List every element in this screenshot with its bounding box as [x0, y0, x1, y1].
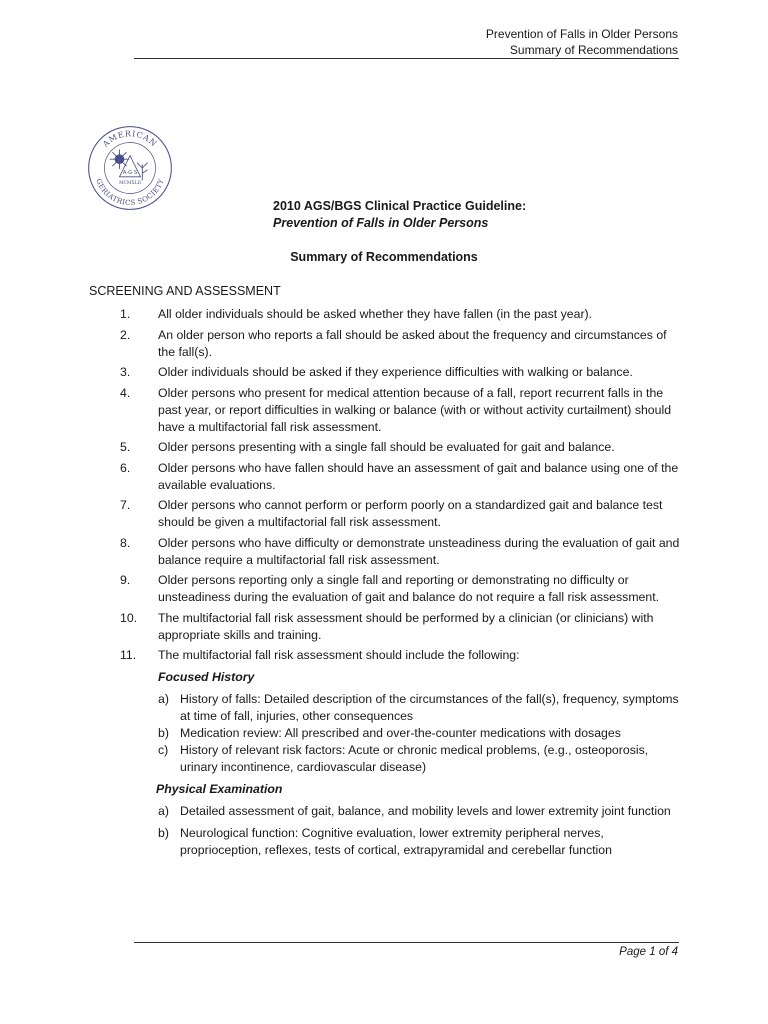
list-item — [120, 327, 685, 361]
running-header — [486, 26, 678, 58]
page-number: Page 1 of 4 — [619, 946, 678, 958]
sub-list-item — [158, 725, 685, 742]
sub-item-text: History of falls: Detailed description of the circumstances of the fall(s), frequency, symptoms at time of fall, injuries, other consequences — [180, 692, 679, 723]
item-number: 2. — [120, 327, 131, 342]
item-text: Older persons who present for medical attention because of a fall, report recurrent falls in the past year, or report difficulties in walking or balance (with or without activity curtailment) should have a multifactorial fall risk assessment. — [158, 385, 672, 434]
sub-item-text: Medication review: All prescribed and over-the-counter medications with dosages — [180, 726, 621, 740]
physical-exam-heading: Physical Examination — [156, 782, 283, 796]
sub-item-text: History of relevant risk factors: Acute or chronic medical problems, (e.g., osteoporosis, urinary incontinence, cardiovascular disease) — [180, 743, 649, 774]
ags-seal-logo — [86, 124, 174, 212]
list-item — [120, 385, 685, 436]
item-number: 11. — [120, 648, 137, 662]
document-title: 2010 AGS/BGS Clinical Practice Guideline: — [273, 199, 527, 213]
sub-item-letter: b) — [158, 826, 169, 840]
svg-text:GERIATRICS SOCIETY: GERIATRICS SOCIETY — [94, 177, 166, 208]
item-text: Older persons who have fallen should have an assessment of gait and balance using one of the available evaluations. — [158, 460, 679, 492]
item-text: Older persons reporting only a single fall and reporting or demonstrating no difficulty or unsteadiness during the evaluation of gait and balance do not require a fall risk assessment. — [158, 573, 660, 604]
item-text: The multifactorial fall risk assessment should be performed by a clinician (or clinicians) with appropriate skills and training. — [158, 610, 654, 642]
sub-item-letter: c) — [158, 743, 169, 757]
document-subtitle: Prevention of Falls in Older Persons — [273, 216, 489, 230]
item-text: Older individuals should be asked if they experience difficulties with walking or balance. — [158, 365, 633, 379]
item-number: 1. — [120, 307, 131, 321]
svg-text:MCMXLII: MCMXLII — [119, 180, 141, 186]
footer-rule — [134, 942, 679, 943]
list-item — [120, 364, 685, 381]
item-number: 8. — [120, 535, 131, 550]
focused-history-heading: Focused History — [158, 670, 255, 684]
header-rule — [134, 58, 679, 59]
item-text: An older person who reports a fall should be asked about the frequency and circumstances of the fall(s). — [158, 327, 667, 359]
sub-list-item — [158, 691, 685, 725]
item-number: 4. — [120, 385, 131, 400]
list-item — [120, 610, 685, 644]
list-item — [120, 497, 685, 531]
list-item — [120, 306, 685, 323]
section-heading: SCREENING AND ASSESSMENT — [89, 284, 281, 298]
item-text: The multifactorial fall risk assessment should include the following: — [158, 648, 520, 662]
item-number: 10. — [120, 610, 138, 625]
item-number: 6. — [120, 460, 131, 475]
sub-list-item — [158, 825, 685, 859]
svg-text:AMERICAN: AMERICAN — [101, 129, 159, 149]
item-text: Older persons presenting with a single fall should be evaluated for gait and balance. — [158, 440, 615, 454]
summary-heading: Summary of Recommendations — [290, 250, 478, 264]
sub-item-letter: a) — [158, 692, 169, 706]
sub-item-letter: b) — [158, 726, 169, 740]
item-number: 9. — [120, 573, 131, 587]
sub-list-item — [158, 742, 685, 776]
svg-text:A·G·S: A·G·S — [122, 170, 138, 177]
list-item — [120, 535, 685, 569]
item-text: Older persons who have difficulty or demonstrate unsteadiness during the evaluation of gait and balance require a multifactorial fall risk assessment. — [158, 535, 680, 567]
header-subtitle: Summary of Recommendations — [509, 43, 678, 57]
list-item — [120, 572, 685, 606]
list-item — [120, 460, 685, 494]
list-item — [120, 439, 685, 456]
sub-item-letter: a) — [158, 804, 169, 818]
item-text: Older persons who cannot perform or perform poorly on a standardized gait and balance test should be given a multifactorial fall risk assessment. — [158, 498, 663, 529]
item-number: 5. — [120, 440, 131, 454]
recommendations-list — [120, 306, 685, 859]
item-number: 3. — [120, 365, 131, 379]
item-number: 7. — [120, 498, 131, 512]
sub-item-text: Neurological function: Cognitive evaluation, lower extremity peripheral nerves, proprioception, reflexes, tests of cortical, extrapyramidal and cerebellar function — [180, 826, 612, 857]
sub-list-item — [158, 803, 685, 820]
item-text: All older individuals should be asked whether they have fallen (in the past year). — [158, 307, 593, 321]
header-title: Prevention of Falls in Older Persons — [485, 27, 678, 41]
list-item — [120, 647, 685, 664]
sub-item-text: Detailed assessment of gait, balance, and mobility levels and lower extremity joint function — [180, 804, 671, 818]
